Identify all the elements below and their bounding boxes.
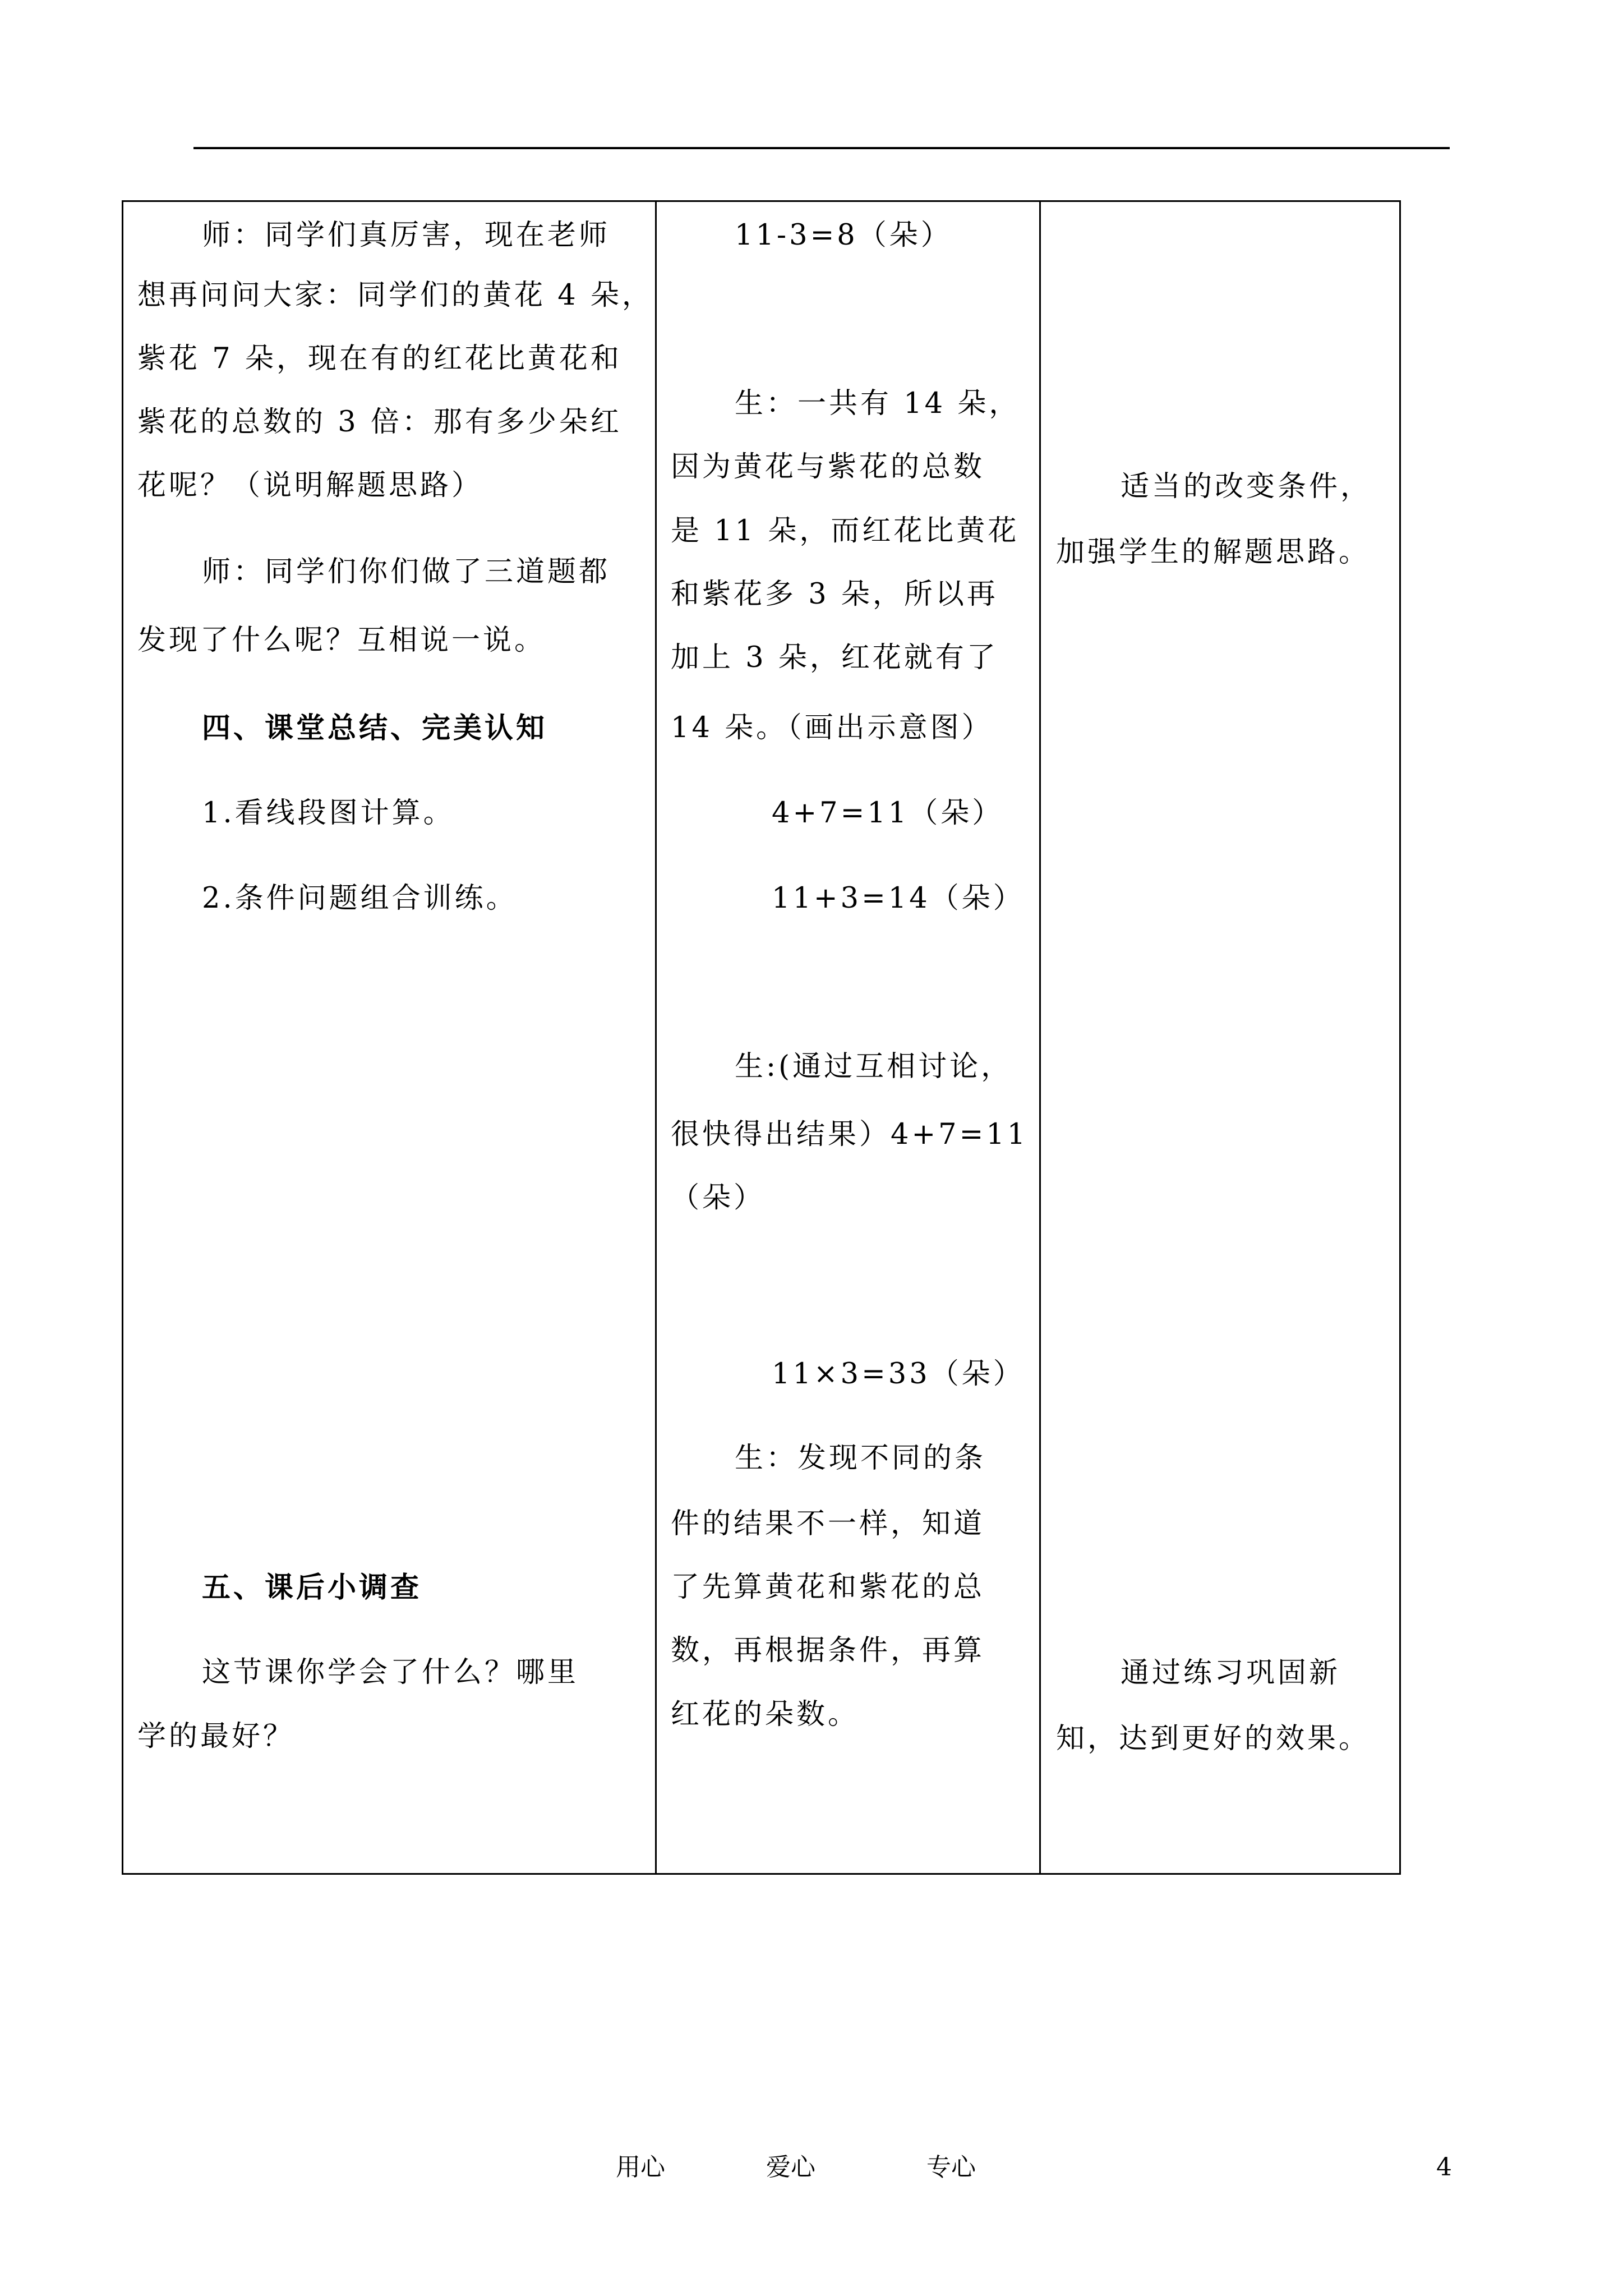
summary-item-2: 2.条件问题组合训练。 (202, 882, 518, 915)
student-answer-line: 和紫花多 3 朵，所以再 (671, 578, 998, 611)
intent-note-line: 知，达到更好的效果。 (1056, 1722, 1371, 1755)
teacher-discussion-line: 师：同学们你们做了三道题都 (202, 555, 611, 588)
student-discussion-line: 很快得出结果）4+7=11 (671, 1118, 1029, 1151)
student-discussion-line: 生:(通过互相讨论， (735, 1050, 1013, 1083)
student-finding-line: 数，再根据条件，再算 (671, 1634, 985, 1667)
survey-question-line: 这节课你学会了什么？哪里 (202, 1656, 579, 1689)
page-number: 4 (1436, 2153, 1452, 2182)
summary-item-1: 1.看线段图计算。 (202, 797, 455, 830)
teacher-question-line: 紫花的总数的 3 倍：那有多少朵红 (137, 406, 622, 439)
column-divider-2 (1039, 202, 1041, 1873)
footer-motto: 专心 (926, 2153, 976, 2182)
equation: 4+7=11（朵） (772, 797, 1004, 830)
section-heading-summary: 四、课堂总结、完美认知 (202, 711, 548, 745)
student-answer-line: 因为黄花与紫花的总数 (671, 450, 985, 484)
teacher-question-line: 想再问问大家：同学们的黄花 4 朵， (137, 279, 653, 312)
teacher-question-line: 紫花 7 朵，现在有的红花比黄花和 (137, 342, 622, 375)
survey-question-line: 学的最好？ (137, 1720, 295, 1753)
section-heading-survey: 五、课后小调查 (202, 1571, 422, 1604)
student-finding-line: 生：发现不同的条 (735, 1442, 986, 1475)
equation: 11-3=8（朵） (735, 219, 952, 252)
student-finding-line: 件的结果不一样，知道 (671, 1507, 985, 1540)
student-discussion-line: （朵） (671, 1181, 766, 1214)
column-divider-1 (655, 202, 657, 1873)
equation: 11+3=14（朵） (772, 882, 1025, 915)
student-answer-line: 加上 3 朵，红花就有了 (671, 641, 998, 674)
teacher-discussion-line: 发现了什么呢？互相说一说。 (137, 624, 546, 657)
student-answer-line: 14 朵。（画出示意图） (671, 711, 993, 744)
student-finding-line: 红花的朵数。 (671, 1698, 860, 1731)
teacher-question-line: 花呢？（说明解题思路） (137, 469, 483, 502)
student-answer-line: 是 11 朵，而红花比黄花 (671, 514, 1020, 547)
header-rule (193, 147, 1450, 149)
intent-note-line: 通过练习巩固新 (1121, 1657, 1341, 1690)
student-answer-line: 生：一共有 14 朵， (735, 387, 1021, 420)
equation: 11×3=33（朵） (772, 1358, 1025, 1391)
teacher-question-line: 师：同学们真厉害，现在老师 (202, 219, 611, 252)
intent-note-line: 加强学生的解题思路。 (1056, 536, 1371, 569)
intent-note-line: 适当的改变条件， (1121, 470, 1372, 503)
student-finding-line: 了先算黄花和紫花的总 (671, 1571, 985, 1604)
footer-motto: 爱心 (766, 2153, 815, 2182)
footer-motto: 用心 (616, 2153, 665, 2182)
